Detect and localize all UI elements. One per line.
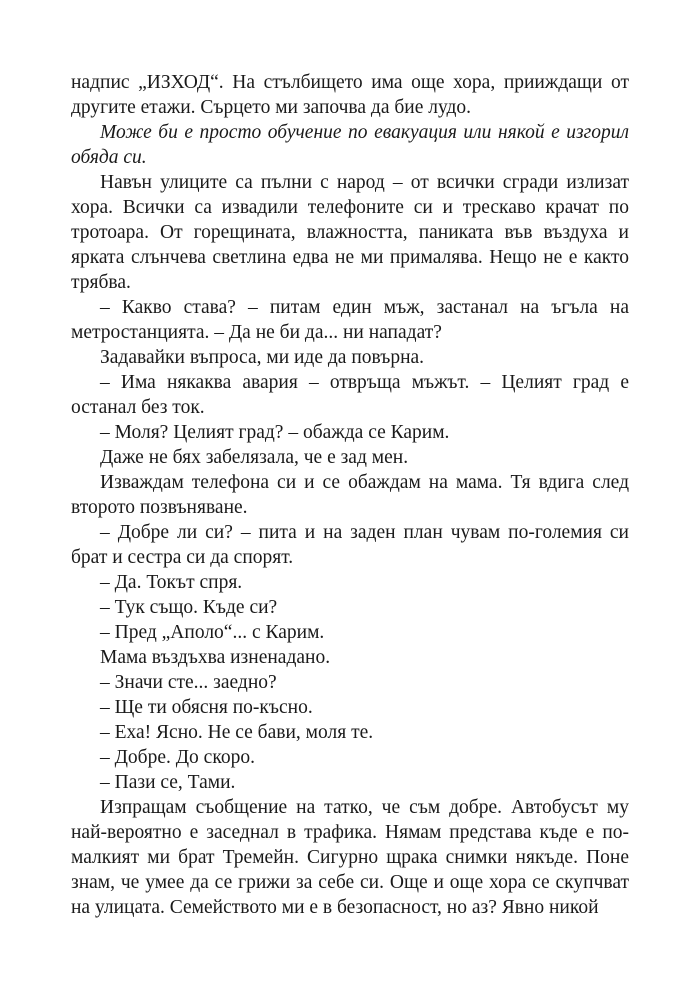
- paragraph: Мама въздъхва изненадано.: [100, 647, 331, 668]
- dialogue-line: – Какво става? – питам един мъж, застанал на ъгъла на метростанцията. – Да не би да... ни нападат?: [71, 297, 629, 343]
- dialogue-line: – Ще ти обясня по-късно.: [100, 697, 313, 718]
- dialogue-line: – Да. Токът спря.: [100, 572, 243, 593]
- paragraph-continuation: надпис „ИЗХОД“. На стълбището има още хора, прииждащи от другите етажи. Сърцето ми започва да бие лудо.: [71, 72, 629, 118]
- dialogue-line: – Пази се, Тами.: [100, 772, 236, 793]
- dialogue-line: – Пред „Аполо“... с Карим.: [100, 622, 325, 643]
- dialogue-line: – Тук също. Къде си?: [100, 597, 278, 618]
- dialogue-line: – Добре. До скоро.: [100, 747, 255, 768]
- page-body-text: [71, 70, 629, 920]
- paragraph: Изваждам телефона си и се обаждам на мама. Тя вдига след второто позвъняване.: [71, 472, 629, 518]
- dialogue-line: – Еха! Ясно. Не се бави, моля те.: [100, 722, 374, 743]
- dialogue-line: – Моля? Целият град? – обажда се Карим.: [100, 422, 450, 443]
- paragraph: Изпращам съобщение на татко, че съм добре. Автобусът му най-вероятно е заседнал в трафика. Нямам представа къде е по-малкият ми брат Тремейн. Сигурно щрака снимки някъде. Поне знам, че умее да се грижи за себе си. Още и още хора се скупчват на улицата. Семейството ми е в безопасност, но аз? Явно никой: [71, 797, 629, 918]
- dialogue-line: – Има някаква авария – отвръща мъжът. – Целият град е останал без ток.: [71, 372, 629, 418]
- dialogue-line: – Добре ли си? – пита и на заден план чувам по-големия си брат и сестра си да спорят.: [71, 522, 629, 568]
- paragraph-inner-thought: Може би е просто обучение по евакуация или някой е изгорил обяда си.: [71, 122, 629, 168]
- paragraph: Навън улиците са пълни с народ – от всички сгради излизат хора. Всички са извадили телефоните си и трескаво крачат по тротоара. От горещината, влажността, паниката във въздуха и ярката слънчева светлина едва не ми прималява. Нещо не е както трябва.: [71, 172, 629, 293]
- paragraph: Задавайки въпроса, ми иде да повърна.: [100, 347, 425, 368]
- paragraph: Даже не бях забелязала, че е зад мен.: [100, 447, 409, 468]
- dialogue-line: – Значи сте... заедно?: [100, 672, 277, 693]
